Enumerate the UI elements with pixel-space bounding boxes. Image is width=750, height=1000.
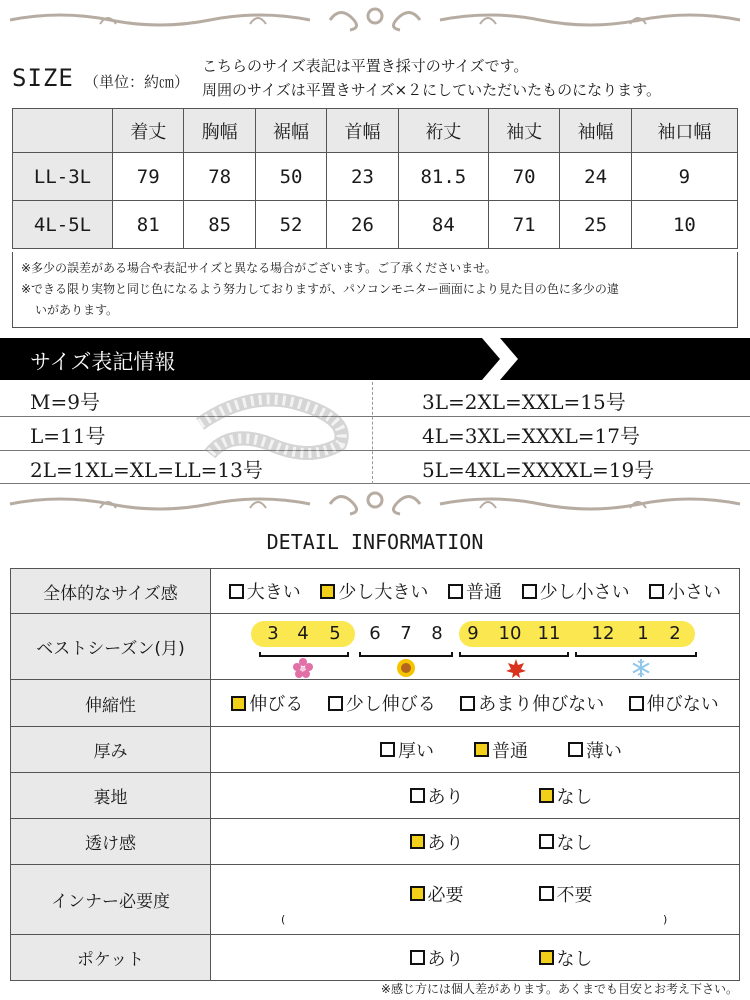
checkbox-checked-icon	[474, 742, 489, 757]
paren-close: )	[663, 913, 668, 926]
month-label: 1	[637, 622, 649, 644]
detail-row-thickness	[11, 727, 740, 773]
table-cell: 26	[327, 201, 398, 249]
checkbox-icon	[448, 584, 463, 599]
option-required	[410, 881, 464, 907]
month-label: 5	[329, 622, 341, 644]
month-label: 4	[297, 622, 309, 644]
lining-options	[211, 783, 739, 809]
size-info-item: 3L=2XL=XXL=15号	[422, 390, 626, 414]
divider	[0, 416, 750, 417]
detail-row-lining	[11, 773, 740, 819]
option-label: あり	[427, 786, 464, 808]
detail-value	[211, 865, 740, 935]
option-label: あり	[427, 948, 464, 970]
detail-row-inner	[11, 865, 740, 935]
size-info-item: 2L=1XL=XL=LL=13号	[30, 458, 263, 482]
thickness-options	[211, 737, 739, 763]
row-header: LL-3L	[13, 153, 113, 201]
table-cell: 84	[398, 201, 488, 249]
detail-row-sheer	[11, 819, 740, 865]
detail-row-fit	[11, 569, 740, 614]
detail-value	[211, 614, 740, 680]
detail-label: 全体的なサイズ感	[11, 569, 211, 614]
option-label: 少し伸びる	[345, 694, 436, 715]
table-row	[13, 201, 738, 249]
option-label: 薄い	[586, 740, 622, 762]
option-label: なし	[556, 948, 593, 970]
detail-value	[211, 727, 740, 773]
month-label: 11	[537, 622, 561, 644]
detail-row-season	[11, 614, 740, 680]
size-footnotes	[12, 252, 738, 328]
option-thin	[568, 737, 622, 763]
size-info-item: 5L=4XL=XXXXL=19号	[422, 458, 655, 482]
detail-label: 伸縮性	[11, 680, 211, 727]
detail-label: ポケット	[11, 935, 211, 981]
option-label: 必要	[427, 884, 464, 906]
option-not-required	[539, 881, 593, 907]
option-yes	[410, 945, 464, 971]
col-header: 袖幅	[560, 109, 631, 153]
checkbox-checked-icon	[231, 696, 246, 711]
option-thick	[380, 737, 434, 763]
table-cell: 85	[184, 201, 255, 249]
checkbox-checked-icon	[320, 584, 335, 599]
option-label: 大きい	[246, 582, 301, 603]
size-table-corner	[13, 109, 113, 153]
checkbox-checked-icon	[410, 886, 425, 901]
size-info-item: L=11号	[30, 424, 106, 448]
checkbox-checked-icon	[410, 834, 425, 849]
month-label: 10	[498, 622, 522, 644]
detail-value	[211, 680, 740, 727]
month-label: 2	[669, 622, 681, 644]
option-label: 不要	[556, 884, 593, 906]
checkbox-icon	[229, 584, 244, 599]
season-bracket	[259, 652, 349, 657]
col-header: 胸幅	[184, 109, 255, 153]
option-no	[539, 829, 593, 855]
checkbox-icon	[568, 742, 583, 757]
size-table-header	[13, 109, 738, 153]
sheer-options	[211, 829, 739, 855]
table-cell: 23	[327, 153, 398, 201]
table-cell: 24	[560, 153, 631, 201]
season-bracket	[575, 652, 697, 657]
table-cell: 9	[631, 153, 737, 201]
table-cell: 25	[560, 201, 631, 249]
size-note-line1: こちらのサイズ表記は平置き採寸のサイズです。	[202, 57, 529, 75]
option-label: あり	[427, 832, 464, 854]
detail-value	[211, 935, 740, 981]
col-header: 着丈	[113, 109, 184, 153]
season-bracket	[359, 652, 453, 657]
option-label: あまり伸びない	[478, 694, 605, 715]
season-highlight-autumn-winter	[459, 621, 695, 647]
paren-open: (	[281, 913, 286, 926]
ornament-divider-top	[0, 2, 750, 42]
size-info-item: 4L=3XL=XXXL=17号	[422, 424, 640, 448]
option-normal	[474, 737, 528, 763]
size-info-item: M=9号	[30, 390, 100, 414]
table-cell: 78	[184, 153, 255, 201]
detail-label: 透け感	[11, 819, 211, 865]
detail-value	[211, 819, 740, 865]
detail-table	[10, 568, 740, 981]
inner-options	[211, 881, 739, 907]
detail-row-pocket	[11, 935, 740, 981]
col-header: 裄丈	[398, 109, 488, 153]
maple-leaf-icon	[505, 658, 527, 680]
option-label: 少し大きい	[338, 582, 429, 603]
pocket-options	[211, 945, 739, 971]
measuring-tape-icon	[190, 384, 360, 464]
checkbox-icon	[460, 696, 475, 711]
col-header: 首幅	[327, 109, 398, 153]
divider	[372, 382, 373, 484]
size-note-line2: 周囲のサイズは平置きサイズ×２にしていただいたものになります。	[202, 81, 661, 99]
checkbox-checked-icon	[539, 788, 554, 803]
table-cell: 50	[255, 153, 326, 201]
option-yes	[410, 829, 464, 855]
checkbox-icon	[649, 584, 664, 599]
arrow-icon	[482, 338, 522, 380]
season-bracket	[459, 652, 569, 657]
size-info-title: サイズ表記情報	[30, 350, 176, 374]
col-header: 裾幅	[255, 109, 326, 153]
option-slightly-stretches	[328, 690, 436, 716]
size-table	[12, 108, 738, 249]
stretch-options	[211, 690, 739, 716]
season-chart	[211, 617, 739, 677]
table-cell: 52	[255, 201, 326, 249]
col-header: 袖口幅	[631, 109, 737, 153]
detail-label: インナー必要度	[11, 865, 211, 935]
footnote: ※多少の誤差がある場合や表記サイズと異なる場合がございます。ご了承くださいませ。	[21, 261, 497, 275]
month-label: 8	[431, 622, 443, 644]
detail-row-stretch	[11, 680, 740, 727]
checkbox-icon	[539, 834, 554, 849]
option-label: 普通	[492, 740, 528, 762]
footnote: いがあります。	[35, 303, 119, 317]
option-label: 小さい	[667, 582, 722, 603]
divider	[0, 450, 750, 451]
checkbox-icon	[629, 696, 644, 711]
checkbox-checked-icon	[539, 950, 554, 965]
divider	[0, 483, 750, 484]
checkbox-icon	[539, 886, 554, 901]
snowflake-icon	[631, 658, 651, 678]
option-label: 伸びない	[646, 694, 719, 715]
detail-value	[211, 773, 740, 819]
fit-options	[211, 578, 739, 604]
month-label: 6	[369, 622, 381, 644]
checkbox-icon	[328, 696, 343, 711]
option-no	[539, 945, 593, 971]
sunflower-icon	[396, 658, 416, 678]
detail-label: 厚み	[11, 727, 211, 773]
table-row	[13, 153, 738, 201]
option-slightly-large	[320, 578, 428, 604]
option-normal	[448, 578, 502, 604]
checkbox-icon	[380, 742, 395, 757]
option-label: なし	[556, 832, 593, 854]
month-label: 12	[591, 622, 615, 644]
checkbox-icon	[410, 950, 425, 965]
table-cell: 71	[488, 201, 559, 249]
table-cell: 79	[113, 153, 184, 201]
option-stretches	[231, 690, 303, 716]
table-cell: 81	[113, 201, 184, 249]
option-label: 厚い	[398, 740, 434, 762]
option-small	[649, 578, 721, 604]
month-label: 9	[467, 622, 479, 644]
month-label: 7	[400, 622, 412, 644]
footer-note: ※感じ方には個人差があります。あくまでも目安とお考え下さい。	[380, 982, 738, 996]
option-label: 少し小さい	[539, 582, 630, 603]
option-no	[539, 783, 593, 809]
col-header: 袖丈	[488, 109, 559, 153]
option-barely-stretches	[460, 690, 604, 716]
flower-icon	[293, 658, 313, 678]
option-large	[229, 578, 301, 604]
ornament-divider-middle	[0, 486, 750, 526]
checkbox-icon	[410, 788, 425, 803]
table-cell: 81.5	[398, 153, 488, 201]
option-label: 伸びる	[249, 694, 304, 715]
option-yes	[410, 783, 464, 809]
detail-value	[211, 569, 740, 614]
option-slightly-small	[522, 578, 630, 604]
table-cell: 10	[631, 201, 737, 249]
detail-label: ベストシーズン(月)	[11, 614, 211, 680]
row-header: 4L-5L	[13, 201, 113, 249]
option-no-stretch	[629, 690, 719, 716]
footnote: ※できる限り実物と同じ色になるよう努力しておりますが、パソコンモニター画面により見た目の色に多少の違	[21, 282, 619, 296]
option-label: なし	[556, 786, 593, 808]
table-cell: 70	[488, 153, 559, 201]
size-unit: （単位：約㎝）	[84, 73, 190, 91]
checkbox-icon	[522, 584, 537, 599]
detail-title: DETAIL INFORMATION	[266, 530, 484, 554]
size-title: SIZE	[12, 64, 74, 92]
option-label: 普通	[465, 582, 502, 603]
month-label: 3	[267, 622, 279, 644]
detail-label: 裏地	[11, 773, 211, 819]
